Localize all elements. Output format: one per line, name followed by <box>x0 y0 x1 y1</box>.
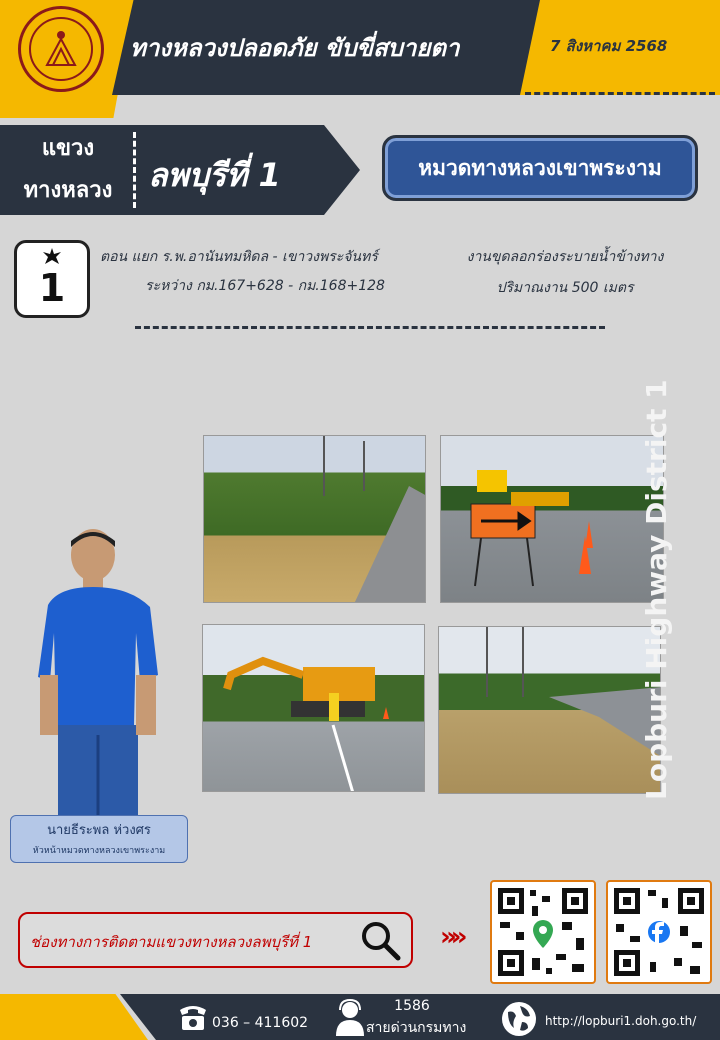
officer-portrait <box>38 525 168 815</box>
work-photo-1 <box>203 435 426 603</box>
work-photo-2 <box>440 435 664 603</box>
website-link[interactable]: http://lopburi1.doh.go.th/ <box>545 1014 697 1028</box>
header-divider <box>525 92 715 95</box>
section-divider <box>135 326 605 329</box>
department-logo <box>18 6 104 92</box>
district-label-line2: ทางหลวง <box>23 178 113 203</box>
follow-channels-text: ช่องทางการติดตามแขวงทางหลวงลพบุรีที่ 1 <box>30 933 313 951</box>
unit-name: หมวดทางหลวงเขาพระงาม <box>418 156 662 180</box>
qr-code-map[interactable] <box>490 880 596 984</box>
district-separator <box>133 132 136 208</box>
phone-icon <box>176 1002 210 1032</box>
report-date: 7 สิงหาคม 2568 <box>550 37 668 55</box>
hotline-label: สายด่วนกรมทาง <box>366 1020 467 1036</box>
excavator-photo <box>203 625 425 792</box>
chevron-right-icon: »» <box>440 922 462 952</box>
cleared-ditch-photo <box>439 627 661 794</box>
qr-map-icon <box>492 882 594 982</box>
logo-emblem-icon <box>21 9 101 89</box>
location-line1: ตอน แยก ร.พ.อานันทมหิดล - เขาวงพระจันทร์ <box>100 249 378 265</box>
search-icon <box>358 918 402 962</box>
hotline-number[interactable]: 1586 <box>394 998 430 1014</box>
page-title: ทางหลวงปลอดภัย ขับขี่สบายตา <box>130 34 460 62</box>
work-description: งานขุดลอกร่องระบายน้ำข้างทาง <box>466 249 664 265</box>
work-photo-4 <box>438 626 661 794</box>
qr-code-facebook[interactable] <box>606 880 712 984</box>
district-side-label: Lopburi Highway District 1 <box>640 379 673 800</box>
work-quantity: ปริมาณงาน 500 เมตร <box>496 280 634 296</box>
officer-name: นายธีระพล ห่วงศร <box>47 823 151 838</box>
district-name: ลพบุรีที่ 1 <box>148 156 281 194</box>
garuda-icon <box>39 246 65 268</box>
work-photo-3 <box>202 624 425 792</box>
road-sign-photo <box>441 436 664 603</box>
district-label <box>8 128 128 212</box>
roadside-ditch-photo <box>204 436 426 603</box>
officer-position: หัวหน้าหมวดทางหลวงเขาพระงาม <box>32 846 166 856</box>
location-line2: ระหว่าง กม.167+628 - กม.168+128 <box>145 278 385 294</box>
phone-number[interactable]: 036 – 411602 <box>212 1015 309 1031</box>
district-label-line1: แขวง <box>41 136 95 161</box>
route-number: 1 <box>38 266 66 310</box>
qr-facebook-icon <box>608 882 710 982</box>
globe-icon <box>500 1000 538 1038</box>
